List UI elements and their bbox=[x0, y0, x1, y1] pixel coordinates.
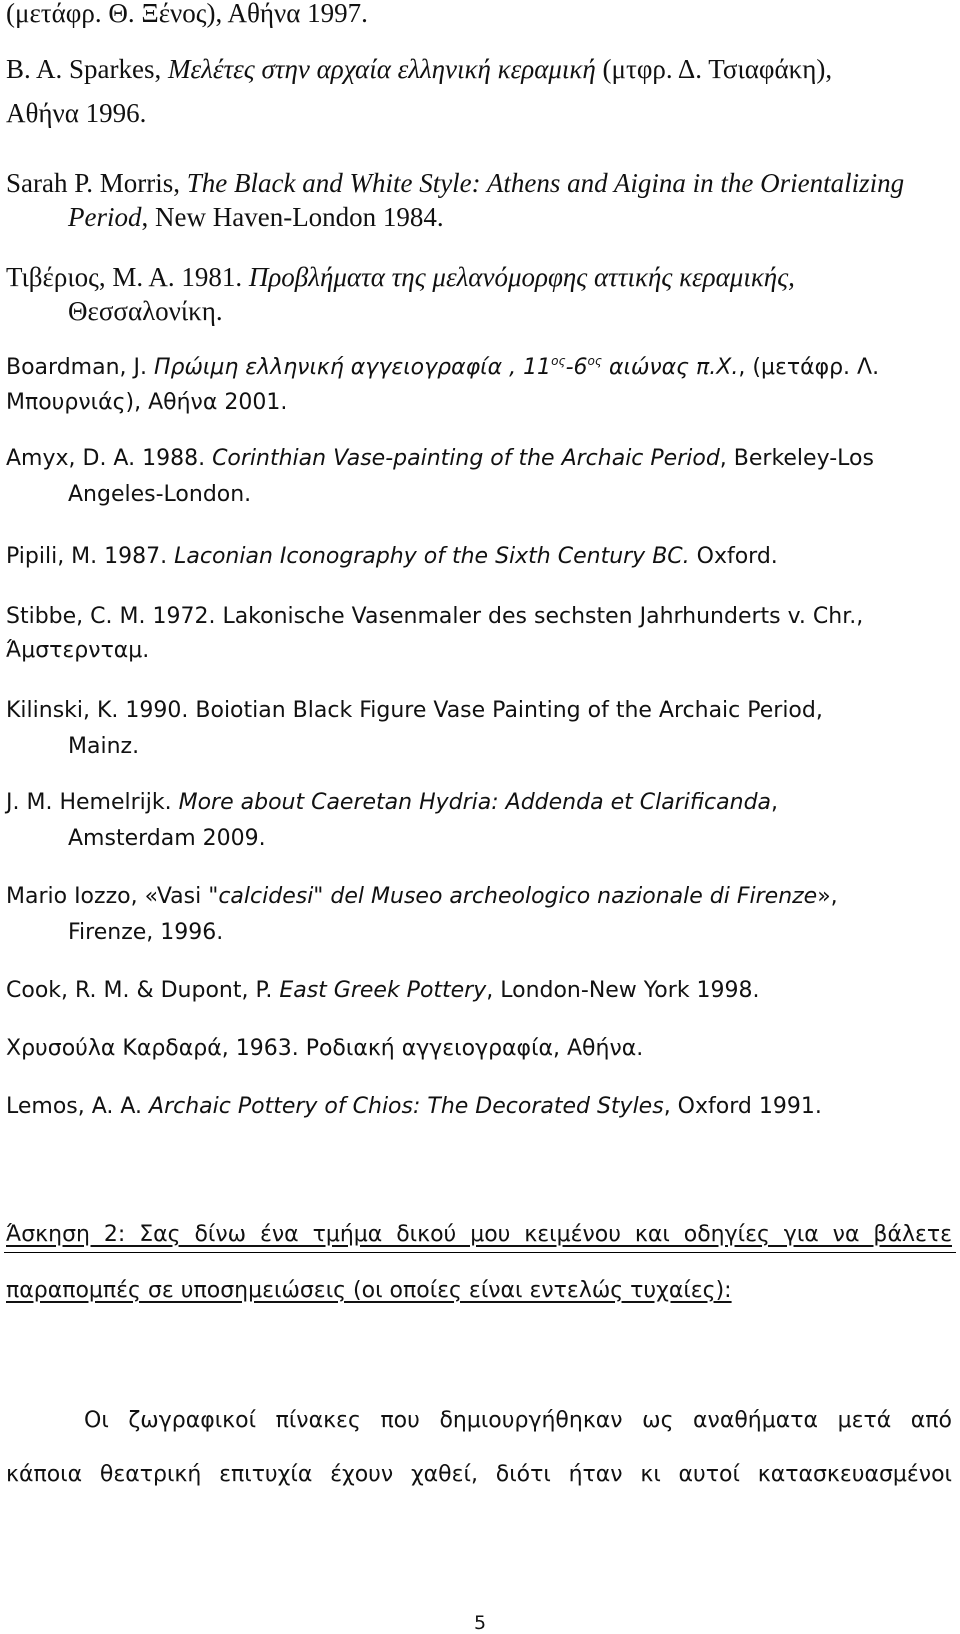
bibliography-entry bbox=[6, 1096, 822, 1118]
entry-author: Cook, R. M. & Dupont, P. bbox=[6, 978, 280, 1003]
entry-continuation bbox=[6, 640, 149, 662]
entry-details: , Oxford 1991. bbox=[663, 1094, 822, 1119]
entry-continuation bbox=[68, 484, 251, 506]
bibliography-entry bbox=[6, 546, 778, 568]
entry-text: Θεσσαλονίκη. bbox=[68, 296, 223, 326]
body-paragraph-line bbox=[84, 1410, 952, 1432]
entry-title: More about Caeretan Hydria: Addenda et Clarificanda bbox=[178, 790, 772, 815]
entry-title: Corinthian Vase-painting of the Archaic Period bbox=[212, 446, 720, 471]
bibliography-entry bbox=[6, 264, 795, 291]
entry-title: Προβλήματα της μελανόμορφης αττικής κεραμικής, bbox=[248, 262, 795, 292]
entry-continuation bbox=[68, 922, 223, 944]
bibliography-entry bbox=[6, 792, 778, 814]
entry-author: Sarah P. Morris, bbox=[6, 168, 187, 198]
entry-author: Lemos, A. A. bbox=[6, 1094, 150, 1119]
bibliography-entry bbox=[6, 1038, 643, 1060]
entry-details: , (μετάφρ. Λ. bbox=[738, 355, 880, 380]
entry-text: Mainz. bbox=[68, 734, 140, 759]
entry-author: Pipili, M. 1987. bbox=[6, 544, 175, 569]
entry-text: Άμστερνταμ. bbox=[6, 638, 150, 663]
entry-text: Kilinski, K. 1990. Boiotian Black Figure Vase Painting of the Archaic Period, bbox=[6, 698, 823, 723]
entry-details: , New Haven-London 1984. bbox=[141, 202, 444, 232]
entry-author: Amyx, D. A. 1988. bbox=[6, 446, 213, 471]
bibliography-entry bbox=[6, 980, 760, 1002]
entry-details: , bbox=[771, 790, 779, 815]
entry-author: Boardman, J. bbox=[6, 355, 154, 380]
entry-text: Firenze, 1996. bbox=[68, 920, 224, 945]
section-divider bbox=[4, 1252, 956, 1253]
exercise-text: Άσκηση 2: Σας δίνω ένα τμήμα δικού μου κειμένου και οδηγίες για να βάλετε bbox=[6, 1222, 952, 1247]
entry-title: Πρώιμη ελληνική αγγειογραφία , $11^{o\varsigma}-6^{o\varsigma}$ αιώνας π.Χ. bbox=[153, 353, 739, 380]
bibliography-entry bbox=[6, 56, 832, 83]
paragraph-text: Οι ζωγραφικοί πίνακες που δημιουργήθηκαν ως αναθήματα μετά από bbox=[84, 1408, 952, 1433]
exercise-heading-continuation bbox=[6, 1280, 732, 1302]
bibliography-entry bbox=[6, 170, 904, 197]
entry-author: B. A. Sparkes, bbox=[6, 54, 168, 84]
entry-text: Angeles-London. bbox=[68, 482, 252, 507]
entry-text: Stibbe, C. M. 1972. Lakonische Vasenmaler des sechsten Jahrhunderts v. Chr., bbox=[6, 604, 864, 629]
bibliography-entry bbox=[6, 886, 838, 908]
bibliography-entry bbox=[6, 448, 874, 470]
entry-continuation bbox=[68, 204, 444, 231]
entry-details: (μτφρ. Δ. Τσιαφάκη), bbox=[595, 54, 833, 84]
entry-title: The Black and White Style: Athens and Aigina in the Orientalizing bbox=[186, 168, 905, 198]
paragraph-text: κάποια θεατρική επιτυχία έχουν χαθεί, διότι ήταν κι αυτοί κατασκευασμένοι bbox=[6, 1462, 952, 1487]
entry-details: Oxford. bbox=[689, 544, 778, 569]
entry-title: Period bbox=[68, 202, 142, 232]
entry-details: , London-New York 1998. bbox=[486, 978, 760, 1003]
entry-continuation bbox=[68, 736, 139, 758]
entry-continuation bbox=[68, 298, 223, 325]
entry-details: , Berkeley-Los bbox=[719, 446, 874, 471]
entry-title: Μελέτες στην αρχαία ελληνική κεραμική bbox=[168, 54, 596, 84]
entry-continuation bbox=[6, 392, 287, 414]
entry-text: Μπουρνιάς), Αθήνα 2001. bbox=[6, 390, 288, 415]
entry-text: Αθήνα 1996. bbox=[6, 98, 147, 128]
entry-text: Amsterdam 2009. bbox=[68, 826, 266, 851]
page-number: 5 bbox=[473, 1612, 487, 1634]
exercise-heading bbox=[6, 1224, 952, 1246]
entry-details: », bbox=[817, 884, 838, 909]
entry-author: Τιβέριος, Μ. Α. 1981. bbox=[6, 262, 249, 292]
entry-title: Archaic Pottery of Chios: The Decorated Styles bbox=[149, 1094, 664, 1119]
bibliography-entry-fragment bbox=[6, 0, 368, 27]
bibliography-entry bbox=[6, 606, 863, 628]
body-paragraph-line bbox=[6, 1464, 952, 1486]
bibliography-entry bbox=[6, 353, 880, 380]
entry-continuation bbox=[6, 100, 146, 127]
exercise-text: παραπομπές σε υποσημειώσεις (οι οποίες είναι εντελώς τυχαίες): bbox=[6, 1278, 732, 1303]
entry-title: East Greek Pottery bbox=[279, 978, 487, 1003]
entry-author: J. M. Hemelrijk. bbox=[6, 790, 179, 815]
bibliography-entry bbox=[6, 700, 823, 722]
entry-continuation bbox=[68, 828, 266, 850]
entry-title: Laconian Iconography of the Sixth Century BC. bbox=[174, 544, 690, 569]
entry-text: Χρυσούλα Καρδαρά, 1963. Ροδιακή αγγειογραφία, Αθήνα. bbox=[6, 1036, 644, 1061]
entry-text: (μετάφρ. Θ. Ξένος), Αθήνα 1997. bbox=[6, 0, 368, 28]
entry-author: Mario Iozzo, «Vasi bbox=[6, 884, 209, 909]
entry-title: "calcidesi" del Museo archeologico nazionale di Firenze bbox=[208, 884, 818, 909]
